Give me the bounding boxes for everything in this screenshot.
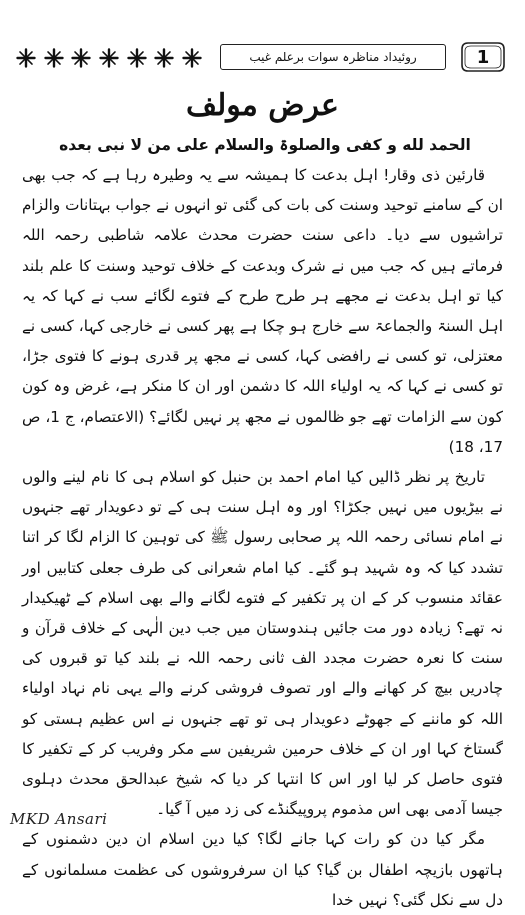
paragraph: [22, 824, 503, 915]
asterisk-flower-ornament-icon: [71, 48, 91, 68]
asterisk-flower-ornament-icon: [16, 48, 36, 68]
citation: (الاعتصام، ج 1، ص 17، 18): [22, 407, 503, 456]
paragraph: [22, 160, 503, 462]
asterisk-flower-ornament-icon: [44, 48, 64, 68]
paragraph-text: تاریخ پر نظر ڈالیں کیا امام احمد بن حنبل کو اسلام ہی کا نام لینے والوں نے بیڑیوں میں نہیں جکڑا؟ اور وہ اہل سنت ہی کے تو دعویدار تھے جنہوں نے امام نسائی رحمہ اللہ پر صحابی رسول ﷺ کی توہین کا الزام لگا کر اتنا تشدد کیا کہ وہ شہید ہو گئے۔ کیا امام شعرانی کی طرف جعلی کتابیں اور عقائد منسوب کر کے ان پر تکفیر کے فتوے لگانے والے بھی اسلام کے ٹھیکیدار نہ تھے؟ زیادہ دور مت جائیں ہندوستان میں جب دین الٰہی کے خلاف قرآن و سنت کا نعرہ حضرت مجدد الف ثانی رحمہ اللہ نے بلند کیا تو قبروں کی چادریں بیچ کر کھانے والے اور تصوف فروشی کرنے والے یہی نام نہاد اولیاء اللہ کو ماننے کے جھوٹے دعویدار ہی تو تھے جنہوں نے اس عظیم ہستی کو گستاخ کہا اور ان کے خلاف حرمین شریفین سے مکر وفریب کر کے تکفیر کا فتوی حاصل کر لیا اور اس کا انتہا کر دیا کہ شیخ عبدالحق محدث دہلوی جیسا آدمی بھی اس مذموم پروپیگنڈے کی زد میں آ گیا۔: [22, 468, 503, 819]
body-text: [22, 160, 503, 915]
asterisk-flower-ornament-icon: [99, 48, 119, 68]
page-number: [460, 40, 506, 74]
paragraph-text: قارئین ذی وقار! اہل بدعت کا ہمیشہ سے یہ وطیرہ رہا ہے کہ جب بھی ان کے سامنے توحید وسنت کی بات کی گئی تو انہوں نے جواب بہتانات والزام تراشیوں سے دیا۔ داعی سنت حضرت محدث علامہ شاطبی رحمہ اللہ فرماتے ہیں کہ جب میں نے شرک وبدعت کے خلاف توحید وسنت کا علم بلند کیا تو اہل بدعت نے مجھے ہر طرح طرح کے فتوے لگائے سب نے کہا کہ یہ اہل السنۃ والجماعۃ سے خارج ہو چکا ہے پھر کسی نے خارجی کہا، کسی نے معتزلی، تو کسی نے رافضی کہا، کسی نے مجھ پر قدری ہونے کا فتوی جڑا، تو کسی نے کہا کہ یہ اولیاء اللہ کا دشمن اور ان کا منکر ہے، غرض وہ کون کون سے الزامات تھے جو ظالموں نے مجھ پر نہیں لگائے؟: [22, 166, 504, 426]
opening-invocation: الحمد لله و کفی والصلوۃ والسلام علی من لا نبی بعده: [59, 136, 471, 154]
asterisk-flower-ornament-icon: [154, 48, 174, 68]
page-header: [14, 40, 509, 74]
asterisk-flower-ornament-icon: [182, 48, 202, 68]
paragraph-text: مگر کیا دن کو رات کہا جانے لگا؟ کیا دین اسلام ان دین دشمنوں کے ہاتھوں بازیچہ اطفال بن گیا؟ کیا ان سرفروشوں کی عظمت مسلمانوں کے دل سے نکل گئی؟ نہیں خدا: [22, 830, 503, 909]
ornament-border: [14, 46, 204, 70]
running-title-text: روئیداد مناظرہ سوات برعلم غیب: [249, 50, 417, 64]
running-title: [220, 44, 446, 70]
section-title: عرض مولف: [186, 88, 339, 123]
asterisk-flower-ornament-icon: [127, 48, 147, 68]
signature: MKD Ansari: [10, 810, 108, 828]
paragraph: [22, 462, 503, 824]
page-number-text: 1: [476, 46, 490, 68]
